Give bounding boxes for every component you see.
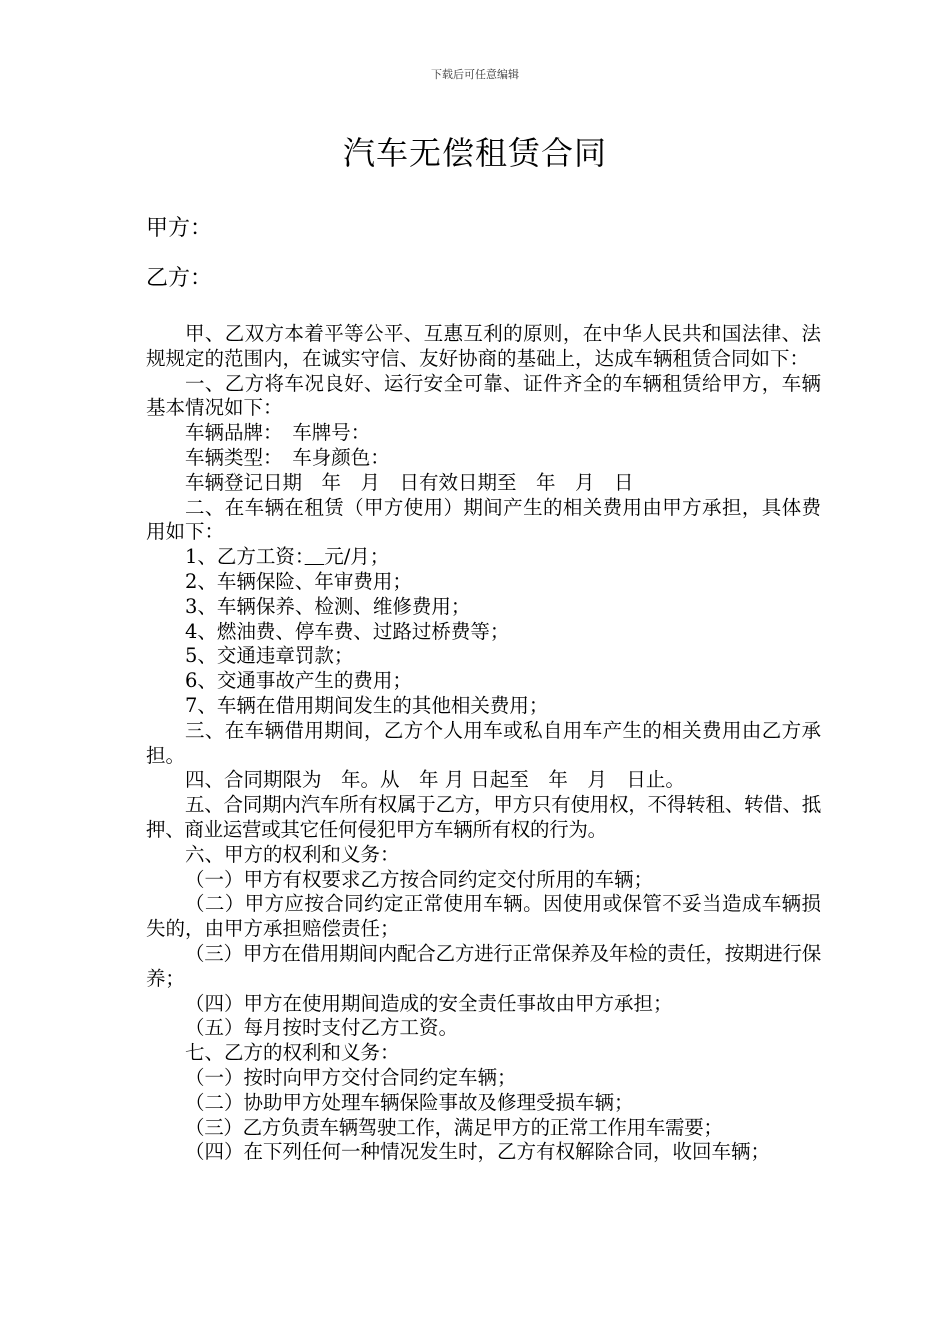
page-title: 汽车无偿租赁合同	[342, 134, 607, 172]
party-b-duty-4: （四）在下列任何一种情况发生时，乙方有权解除合同，收回车辆；	[185, 1140, 771, 1164]
salary-blank	[305, 545, 325, 568]
fee-item-maintenance: 3、车辆保养、检测、维修费用；	[185, 594, 471, 618]
vehicle-type-line: 车辆类型： 车身颜色：	[185, 445, 390, 469]
paragraph-intro: 甲、乙双方本着平等公平、互惠互利的原则，在中华人民共和国法律、法规规定的范围内，在诚实守信、友好协商的基础上，达成车辆租赁合同如下：	[146, 322, 821, 370]
header-note: 下载后可任意编辑	[431, 68, 519, 81]
fee-item-salary: 1、乙方工资： 元/月；	[185, 545, 390, 569]
fee-item-other: 7、车辆在借用期间发生的其他相关费用；	[185, 693, 549, 717]
paragraph-clause-2: 二、在车辆在租赁（甲方使用）期间产生的相关费用由甲方承担，具体费用如下：	[146, 495, 821, 544]
fee-item-insurance: 2、车辆保险、年审费用；	[185, 569, 412, 593]
party-b-duty-3: （三）乙方负责车辆驾驶工作，满足甲方的正常工作用车需要；	[185, 1115, 723, 1139]
party-a-label: 甲方：	[146, 216, 213, 241]
paragraph-clause-5: 五、合同期内汽车所有权属于乙方，甲方只有使用权，不得转租、转借、抵押、商业运营或其它任何侵犯甲方车辆所有权的行为。	[146, 793, 821, 841]
party-b-duty-2: （二）协助甲方处理车辆保险事故及修理受损车辆；	[185, 1090, 634, 1114]
party-a-duty-2: （二）甲方应按合同约定正常使用车辆。因使用或保管不妥当造成车辆损失的，由甲方承担赔偿责任；	[146, 892, 821, 941]
party-a-duty-5: （五）每月按时支付乙方工资。	[185, 1016, 459, 1040]
fee-item-accident: 6、交通事故产生的费用；	[185, 669, 412, 693]
fee-item-fines: 5、交通违章罚款；	[185, 644, 354, 668]
vehicle-brand-line: 车辆品牌： 车牌号：	[185, 421, 371, 445]
paragraph-clause-1: 一、乙方将车况良好、运行安全可靠、证件齐全的车辆租赁给甲方，车辆基本情况如下：	[146, 371, 821, 420]
paragraph-clause-3: 三、在车辆借用期间，乙方个人用车或私自用车产生的相关费用由乙方承担。	[146, 718, 821, 767]
party-a-duty-3: （三）甲方在借用期间内配合乙方进行正常保养及年检的责任，按期进行保养；	[146, 941, 821, 990]
fee-item-fuel: 4、燃油费、停车费、过路过桥费等；	[185, 619, 510, 643]
party-a-duty-4: （四）甲方在使用期间造成的安全责任事故由甲方承担；	[185, 991, 673, 1015]
paragraph-clause-7: 七、乙方的权利和义务：	[185, 1041, 400, 1065]
paragraph-clause-6: 六、甲方的权利和义务：	[185, 842, 400, 866]
contract-body	[146, 322, 821, 1165]
party-b-label: 乙方：	[146, 266, 213, 291]
party-a-duty-1: （一）甲方有权要求乙方按合同约定交付所用的车辆；	[185, 867, 654, 891]
vehicle-date-line: 车辆登记日期 年 月 日有效日期至 年 月 日	[185, 470, 634, 494]
paragraph-clause-4: 四、合同期限为 年。从 年 月 日起至 年 月 日止。	[185, 768, 685, 792]
party-b-duty-1: （一）按时向甲方交付合同约定车辆；	[185, 1065, 517, 1089]
